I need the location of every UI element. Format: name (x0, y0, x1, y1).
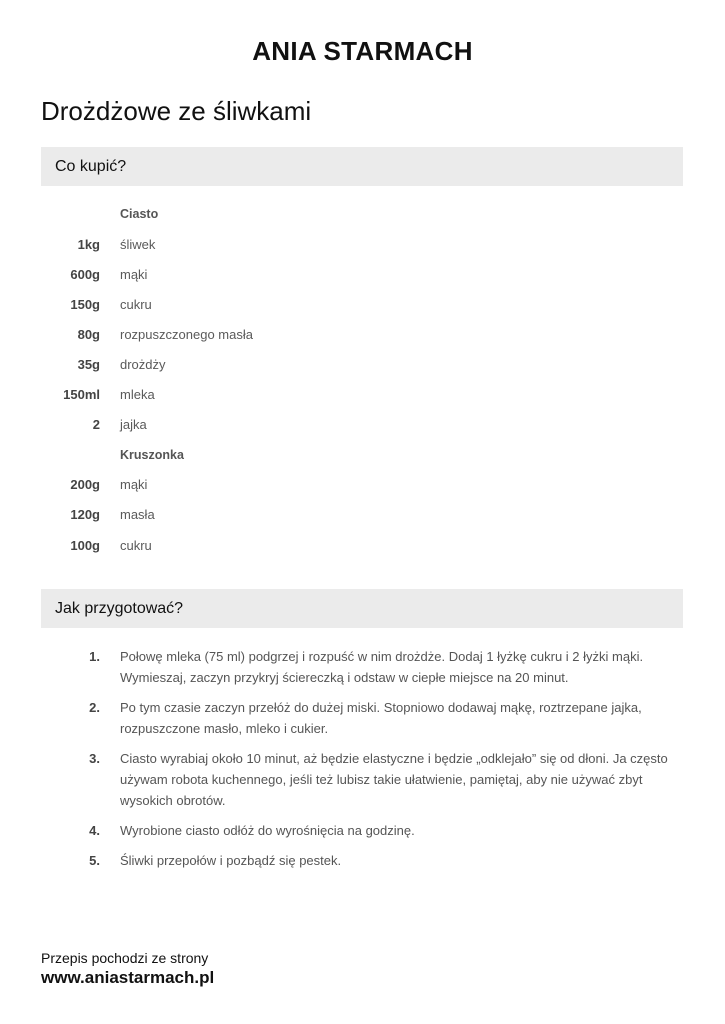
ingredient-name: mąki (120, 266, 148, 282)
step-item (41, 850, 683, 871)
ingredient-row (41, 319, 683, 349)
step-number: 1. (89, 649, 100, 664)
ingredient-name: drożdży (120, 357, 166, 373)
brand-title: ANIA STARMACH (252, 36, 473, 66)
footer-url-link[interactable]: www.aniastarmach.pl (41, 968, 215, 987)
ingredient-qty: 600g (70, 266, 100, 282)
step-item (41, 646, 683, 688)
preparation-heading: Jak przygotować? (55, 599, 184, 617)
shopping-heading: Co kupić? (55, 157, 127, 175)
ingredient-group-name: Kruszonka (120, 447, 184, 462)
preparation-section-header (41, 589, 683, 628)
ingredient-group-name: Ciasto (120, 207, 159, 222)
ingredient-qty: 120g (70, 507, 100, 523)
ingredient-name: rozpuszczonego masła (120, 326, 253, 342)
ingredient-name: mleka (120, 387, 155, 403)
ingredient-name: cukru (120, 296, 152, 312)
step-list (41, 646, 683, 880)
ingredient-name: masła (120, 507, 155, 523)
ingredient-row (41, 289, 683, 319)
step-number: 5. (89, 853, 100, 868)
ingredient-qty: 1kg (77, 236, 100, 252)
step-text: Ciasto wyrabiaj około 10 minut, aż będzie elastyczne i będzie „odklejało” się od dłoni. Ja często używam robota kuchennego, jeśli też lubisz takie ułatwienie, pamiętaj, aby nie używać zbyt wysokich obrotów. (120, 751, 668, 808)
ingredient-list (41, 199, 683, 560)
step-text: Po tym czasie zaczyn przełóż do dużej miski. Stopniowo dodawaj mąkę, roztrzepane jajka, rozpuszczone masło, mleko i cukier. (120, 700, 642, 736)
step-number: 2. (89, 700, 100, 715)
ingredient-row (41, 259, 683, 289)
shopping-section-header (41, 147, 683, 186)
step-text: Połowę mleka (75 ml) podgrzej i rozpuść w nim drożdże. Dodaj 1 łyżkę cukru i 2 łyżki mąki. Wymieszaj, zaczyn przykryj ściereczką i odstaw w ciepłe miejsce na 20 minut. (120, 649, 644, 685)
ingredient-qty: 200g (70, 477, 100, 493)
step-number: 4. (89, 823, 100, 838)
ingredient-row (41, 229, 683, 259)
ingredient-qty: 100g (70, 537, 100, 553)
ingredient-group-header (41, 199, 683, 229)
step-number: 3. (89, 751, 100, 766)
ingredient-row (41, 470, 683, 500)
ingredient-row (41, 380, 683, 410)
step-text: Wyrobione ciasto odłóż do wyrośnięcia na godzinę. (120, 823, 415, 838)
ingredient-name: śliwek (120, 236, 156, 252)
step-item (41, 697, 683, 739)
ingredient-row (41, 500, 683, 530)
ingredient-qty: 150ml (63, 387, 100, 403)
footer-source-label: Przepis pochodzi ze strony (41, 950, 209, 966)
ingredient-name: mąki (120, 477, 148, 493)
step-item (41, 748, 683, 811)
ingredient-group-header (41, 440, 683, 470)
step-item (41, 820, 683, 841)
ingredient-row (41, 349, 683, 379)
ingredient-row (41, 410, 683, 440)
recipe-title: Drożdżowe ze śliwkami (41, 96, 312, 126)
ingredient-qty: 150g (70, 296, 100, 312)
ingredient-name: cukru (120, 537, 152, 553)
ingredient-qty: 35g (77, 357, 100, 373)
step-text: Śliwki przepołów i pozbądź się pestek. (120, 853, 342, 868)
ingredient-name: jajka (120, 417, 147, 433)
ingredient-row (41, 530, 683, 560)
ingredient-qty: 80g (77, 326, 100, 342)
ingredient-qty: 2 (92, 417, 100, 433)
